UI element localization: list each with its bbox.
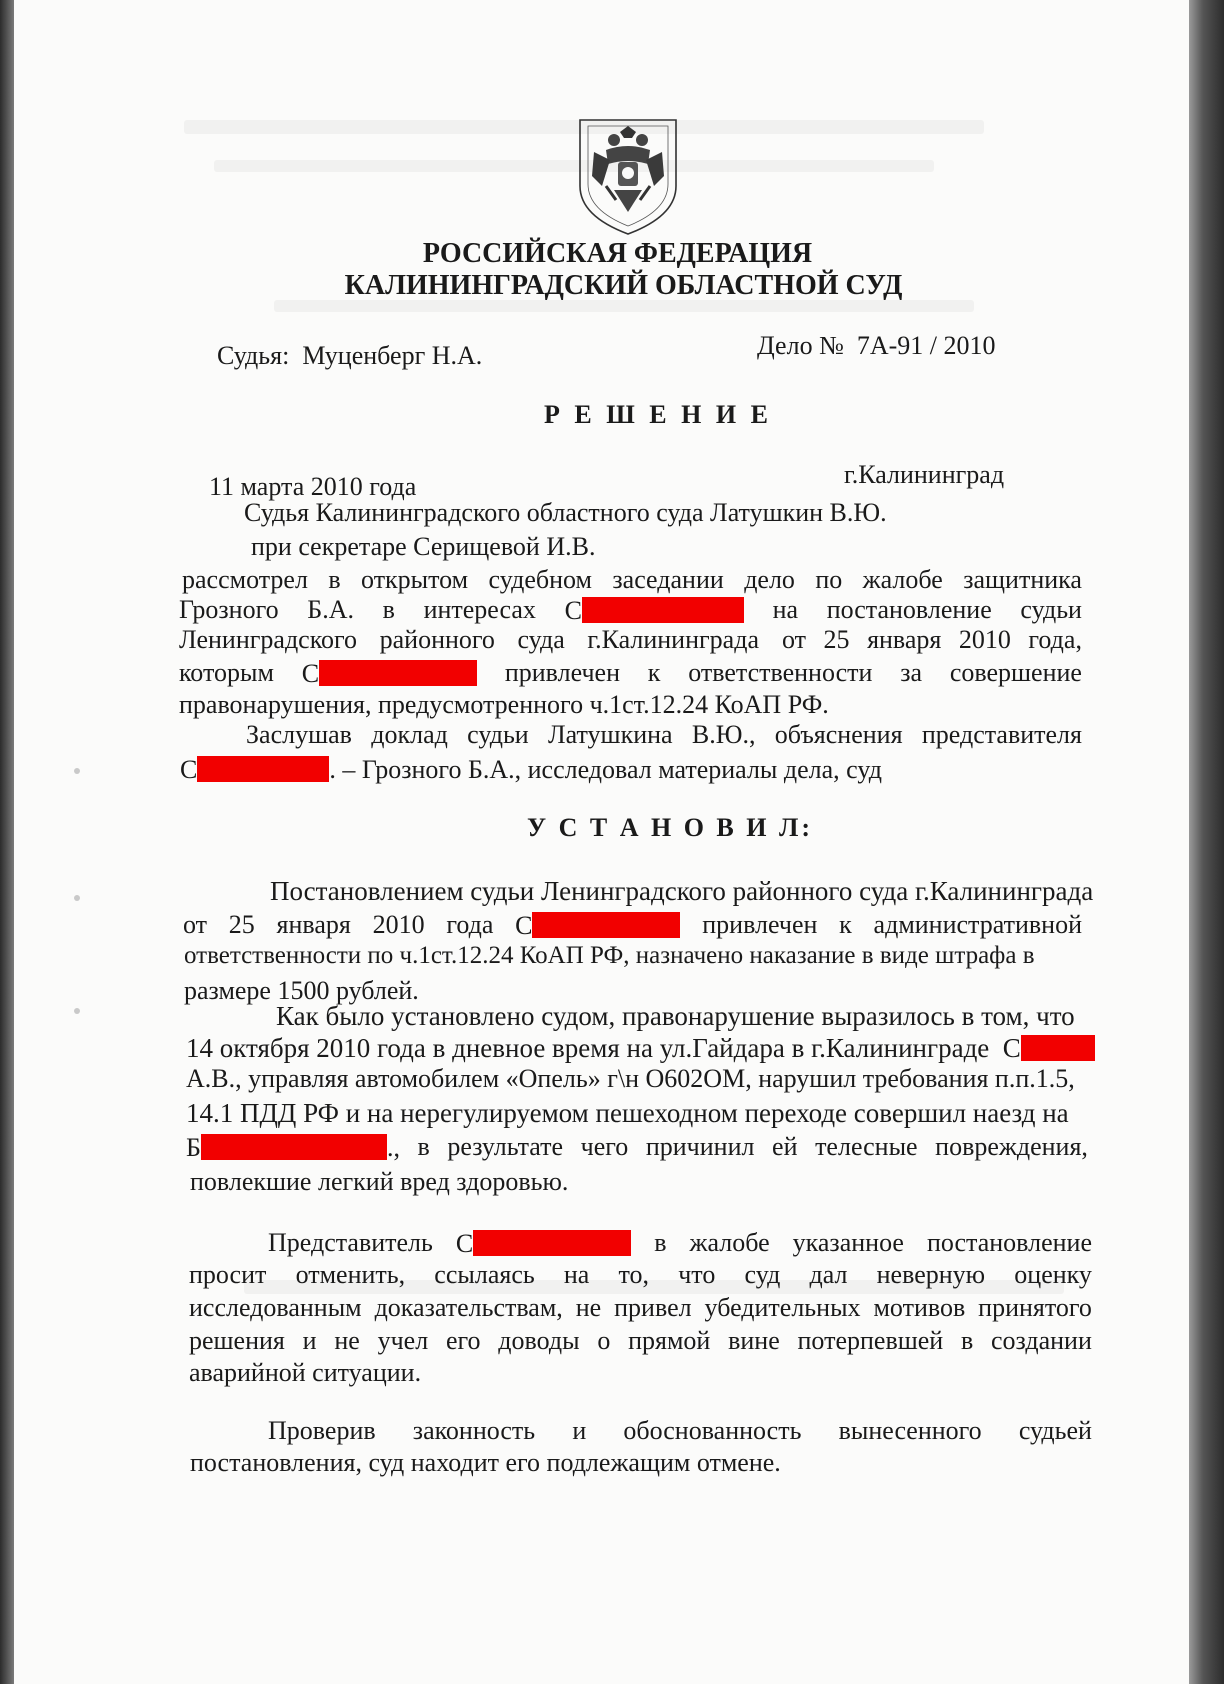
redacted-name: С bbox=[1003, 1033, 1095, 1063]
coat-of-arms-icon bbox=[576, 116, 680, 236]
p2-line-3: А.В., управляя автомобилем «Опель» г\н О602ОМ, нарушил требования п.п.1.5, bbox=[186, 1064, 1075, 1093]
decision-title: Р Е Ш Е Н И Е bbox=[544, 400, 772, 429]
intro-line-7: С . – Грозного Б.А., исследовал материалы дела, суд bbox=[180, 755, 882, 784]
p2-line-1: Как было установлено судом, правонарушение выразилось в том, что bbox=[276, 1001, 1075, 1031]
punch-mark bbox=[74, 895, 80, 901]
decision-date: 11 марта 2010 года bbox=[209, 472, 417, 501]
intro-line-6: Заслушав доклад судьи Латушкина В.Ю., объяснения представителя bbox=[246, 720, 1082, 749]
p3-line-5: аварийной ситуации. bbox=[189, 1358, 422, 1387]
case-line bbox=[757, 333, 996, 359]
p1-line-4: размере 1500 рублей. bbox=[184, 976, 419, 1005]
intro-line-2: Грозного Б.А. в интересах С на постановление судьи bbox=[179, 595, 1082, 625]
p1-line-1: Постановлением судьи Ленинградского районного суда г.Калининграда bbox=[270, 876, 1094, 906]
judge-label: Судья: bbox=[217, 341, 290, 370]
document-page bbox=[14, 0, 1189, 1684]
scan-edge-left bbox=[0, 0, 14, 1684]
redacted-name: С bbox=[515, 912, 680, 939]
p2-line-2: 14 октября 2010 года в дневное время на ул.Гайдара в г.Калининграде С bbox=[186, 1035, 1095, 1062]
p4-line-1: Проверив законность и обоснованность вынесенного судьей bbox=[268, 1416, 1092, 1445]
p2-line-5: Б ., в результате чего причинил ей телесные повреждения, bbox=[186, 1132, 1088, 1162]
redacted-name: Б ., bbox=[186, 1133, 400, 1162]
punch-mark bbox=[74, 1008, 80, 1014]
p2-line-6: повлекшие легкий вред здоровью. bbox=[190, 1167, 569, 1196]
p3-line-2: просит отменить, ссылаясь на то, что суд дал неверную оценку bbox=[189, 1260, 1092, 1289]
p1-line-3: ответственности по ч.1ст.12.24 КоАП РФ, назначено наказание в виде штрафа в bbox=[184, 942, 1035, 969]
case-label: Дело № bbox=[757, 331, 844, 360]
p3-line-1: Представитель С в жалобе указанное постановление bbox=[268, 1228, 1092, 1258]
p4-line-2: постановления, суд находит его подлежащим отмене. bbox=[190, 1448, 781, 1477]
redacted-name: С bbox=[565, 597, 744, 624]
intro-line-5: правонарушения, предусмотренного ч.1ст.12.24 КоАП РФ. bbox=[179, 690, 829, 719]
redacted-name: С bbox=[180, 755, 329, 784]
judge-line bbox=[217, 343, 482, 369]
intro-line-1: рассмотрел в открытом судебном заседании дело по жалобе защитника bbox=[182, 565, 1082, 594]
p3-line-3: исследованным доказательствам, не привел убедительных мотивов принятого bbox=[189, 1293, 1092, 1322]
decision-city: г.Калининград bbox=[844, 460, 1005, 489]
intro-line-4: которым С привлечен к ответственности за совершение bbox=[179, 658, 1082, 688]
redacted-name: С bbox=[456, 1230, 631, 1257]
case-number: 7А-91 / 2010 bbox=[856, 331, 996, 360]
redacted-name: С bbox=[302, 660, 477, 687]
p3-line-4: решения и не учел его доводы о прямой вине потерпевшей в создании bbox=[189, 1326, 1092, 1355]
secretary-statement: при секретаре Серищевой И.В. bbox=[251, 532, 596, 561]
judge-name: Муценберг Н.А. bbox=[302, 341, 483, 370]
p1-line-2: от 25 января 2010 года С привлечен к административной bbox=[183, 910, 1082, 940]
court-title: КАЛИНИНГРАДСКИЙ ОБЛАСТНОЙ СУД bbox=[344, 270, 903, 301]
established-title: У С Т А Н О В И Л: bbox=[527, 813, 814, 842]
p2-line-4: 14.1 ПДД РФ и на нерегулируемом пешеходном переходе совершил наезд на bbox=[186, 1098, 1069, 1128]
country-title: РОССИЙСКАЯ ФЕДЕРАЦИЯ bbox=[422, 238, 813, 269]
intro-line-3: Ленинградского районного суда г.Калининграда от 25 января 2010 года, bbox=[179, 625, 1082, 654]
punch-mark bbox=[74, 768, 80, 774]
judge-statement: Судья Калининградского областного суда Латушкин В.Ю. bbox=[244, 498, 887, 527]
scan-edge-right bbox=[1189, 0, 1224, 1684]
